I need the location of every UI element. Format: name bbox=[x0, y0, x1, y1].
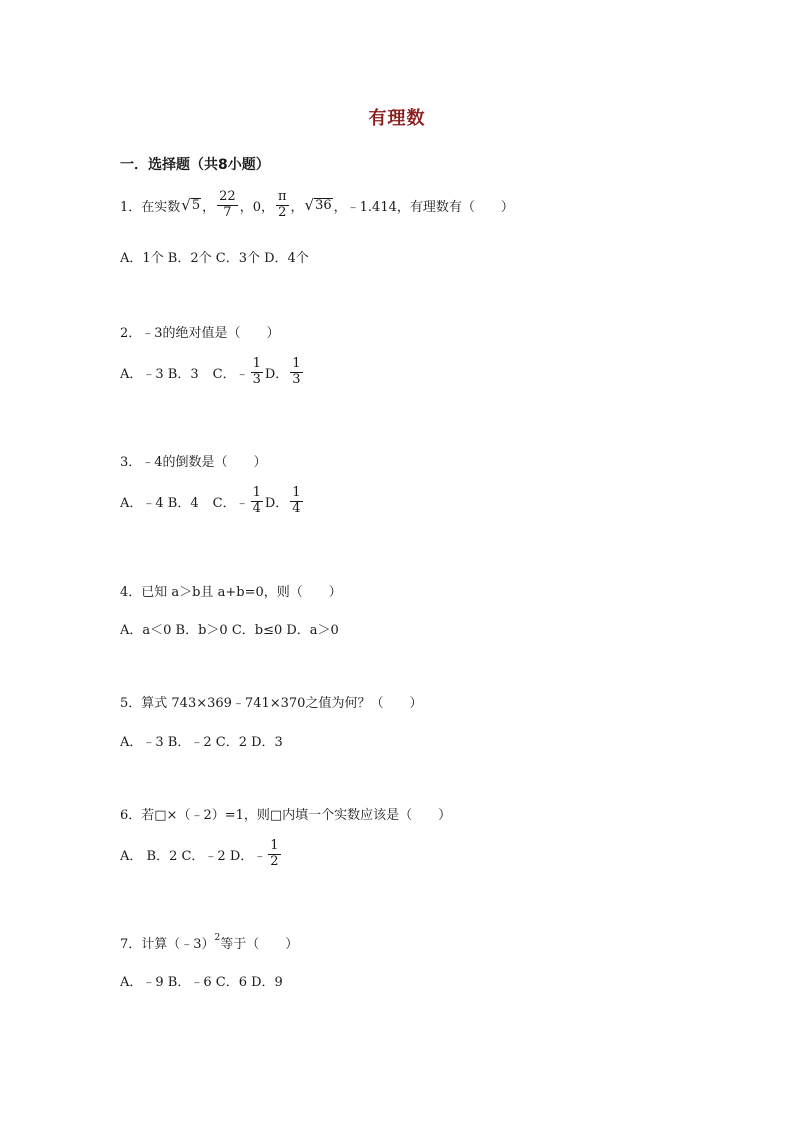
question-7-options: A．﹣9 B．﹣6 C．6 D．9 bbox=[120, 975, 283, 990]
question-5-stem: 5．算式 743×369﹣741×370之值为何？（ ） bbox=[120, 696, 423, 711]
fraction-1-2-d: $\frac{1}{2}$ bbox=[270, 838, 279, 869]
question-1-options: A．1个 B．2个 C．3个 D．4个 bbox=[120, 251, 309, 266]
q1-tail: ，﹣1.414，有理数有（ ） bbox=[333, 199, 514, 215]
question-2-options: A．﹣3 B．3 C．﹣ $\frac{1}{3}$ D． $\frac{1}{3}$ bbox=[120, 356, 301, 387]
fraction-pi-2: $\frac{\pi}{2}$ bbox=[277, 189, 287, 220]
question-7-stem: 7．计算（﹣3） 2 等于（ ） bbox=[120, 932, 299, 952]
question-4-options: A．a＜0 B．b＞0 C．b≤0 D．a＞0 bbox=[120, 623, 339, 638]
question-3-options: A．﹣4 B．4 C．﹣ $\frac{1}{4}$ D． $\frac{1}{4}$ bbox=[120, 485, 301, 516]
question-5-options: A．﹣3 B．﹣2 C．2 D．3 bbox=[120, 735, 283, 750]
fraction-22-7: $\frac{22}{7}$ bbox=[219, 189, 236, 220]
fraction-1-4-c: $\frac{1}{4}$ bbox=[252, 485, 261, 516]
fraction-1-3-c: $\frac{1}{3}$ bbox=[252, 356, 261, 387]
q1-zero: ，0， bbox=[239, 199, 274, 215]
fraction-1-4-d: $\frac{1}{4}$ bbox=[292, 485, 301, 516]
question-4-stem: 4．已知 a＞b且 a+b=0，则（ ） bbox=[120, 585, 342, 600]
section-heading: 一．选择题（共8小题） bbox=[120, 157, 270, 173]
exponent: 2 bbox=[214, 932, 221, 943]
fraction-1-3-d: $\frac{1}{3}$ bbox=[292, 356, 301, 387]
document-title: 有理数 bbox=[368, 108, 426, 129]
sqrt-5: √ 5 bbox=[181, 196, 201, 215]
question-1-stem: 1．在实数 √ 5 ， $\frac{22}{7}$ ，0， $\frac{\pi}{2}$ ， √ 36 ，﹣1.414，有理数有（ ） bbox=[120, 189, 514, 220]
question-6-options: A． B．2 C．﹣2 D．﹣ $\frac{1}{2}$ bbox=[120, 838, 279, 869]
question-3-stem: 3．﹣4的倒数是（ ） bbox=[120, 455, 267, 470]
q1-lead: 1．在实数 bbox=[120, 199, 181, 215]
question-6-stem: 6．若□×（﹣2）=1，则□内填一个实数应该是（ ） bbox=[120, 808, 452, 823]
sqrt-36: √ 36 bbox=[304, 196, 332, 215]
question-2-stem: 2．﹣3的绝对值是（ ） bbox=[120, 326, 280, 341]
